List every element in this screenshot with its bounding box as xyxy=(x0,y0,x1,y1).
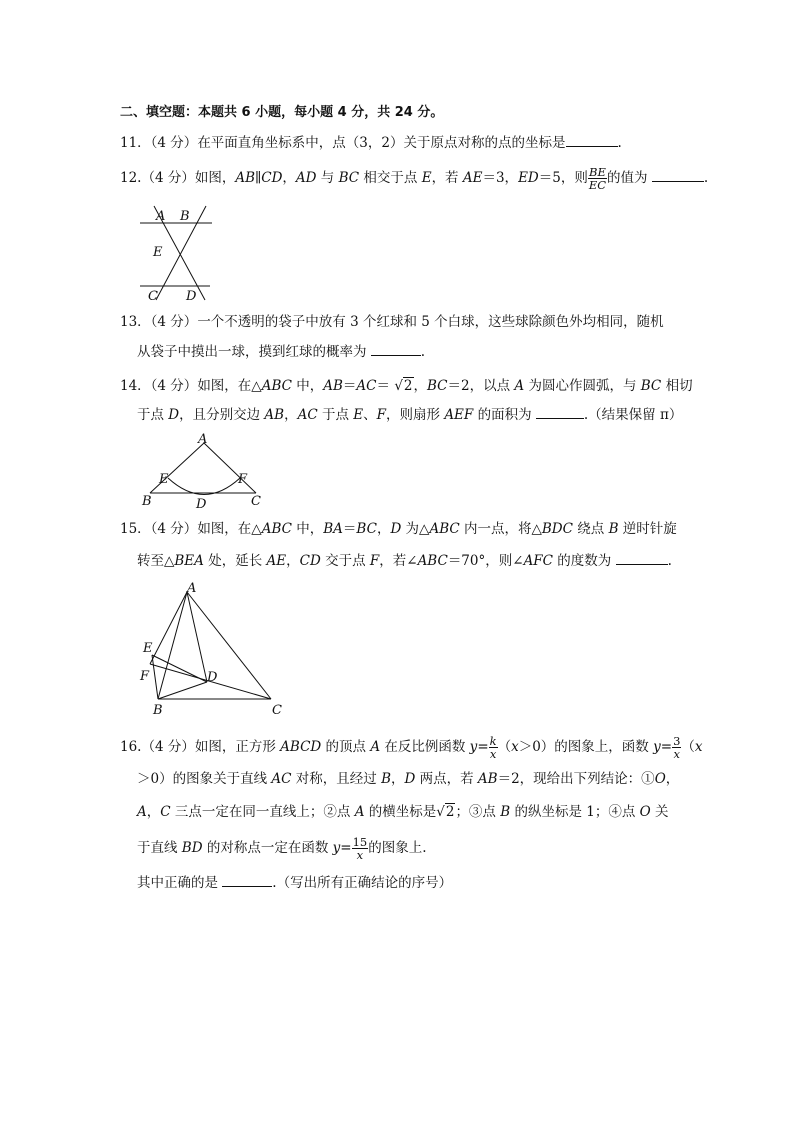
label-a: A xyxy=(187,581,197,596)
question-14-line2 xyxy=(137,405,682,424)
q15-math: ABC xyxy=(261,521,292,537)
section-heading: 二、填空题：本题共 6 小题，每小题 4 分，共 24 分。 xyxy=(120,105,444,120)
question-15-line2 xyxy=(137,551,672,570)
q15-math: CD xyxy=(299,553,321,569)
label-f: F xyxy=(238,472,248,487)
q15-text: ， xyxy=(286,553,300,569)
q16-text: 的顶点 xyxy=(321,739,371,755)
q15-math: BC xyxy=(356,521,377,537)
q16-text: ＝2，现给出下列结论：① xyxy=(497,771,655,787)
q12-math: AD xyxy=(295,170,317,186)
q14-math: AEF xyxy=(444,407,474,423)
q12-math: ED xyxy=(518,170,539,186)
side-ab xyxy=(158,592,187,699)
question-16-line5 xyxy=(137,873,452,892)
label-b: B xyxy=(142,494,152,509)
q16-math: O xyxy=(639,804,651,820)
q15-math: ABC xyxy=(429,521,460,537)
q14-math: AC xyxy=(297,407,318,423)
q12-number: 12.（4 分） xyxy=(120,170,195,186)
q16-text: 两点，若 xyxy=(415,771,478,787)
q16-fraction-k xyxy=(489,735,498,760)
label-d: D xyxy=(207,670,218,685)
q16-math: C xyxy=(160,804,171,820)
q16-fraction-denominator: x xyxy=(489,747,497,761)
q16-text: ；③点 xyxy=(455,804,501,820)
q15-math: D xyxy=(390,521,402,537)
q14-math: BC xyxy=(427,378,448,394)
q14-text: 中， xyxy=(291,378,324,394)
q13-answer-blank[interactable] xyxy=(371,342,421,356)
q14-text: 为圆心作圆弧，与 xyxy=(524,378,641,394)
q14-text: ，且分别交边 xyxy=(179,407,265,423)
q16-sqrt-radicand: 2 xyxy=(445,804,455,820)
q14-text: 于点 xyxy=(317,407,354,423)
q14-text: 的面积为 xyxy=(473,407,536,423)
q16-text: 对称，且经过 xyxy=(291,771,382,787)
label-d: D xyxy=(186,289,197,304)
q15-text: 为△ xyxy=(401,521,430,537)
label-e: E xyxy=(153,245,163,260)
q15-end: . xyxy=(667,553,672,569)
q14-math: A xyxy=(514,378,525,394)
q16-text: 的图象上. xyxy=(368,840,427,856)
q16-text: （ xyxy=(497,739,512,755)
q16-text: 关 xyxy=(650,804,669,820)
q16-text: （ xyxy=(681,739,695,755)
question-12 xyxy=(120,166,708,191)
q16-math: y xyxy=(332,840,341,856)
q16-text: 的对称点一定在函数 xyxy=(202,840,333,856)
label-e: E xyxy=(159,472,169,487)
q13-text-line2: 从袋子中摸出一球，摸到红球的概率为 xyxy=(137,344,371,360)
label-d: D xyxy=(196,497,207,512)
q16-math: AC xyxy=(271,771,292,787)
q14-sqrt: √2 xyxy=(394,378,413,394)
q16-math: O xyxy=(654,771,666,787)
q14-text: 如图，在△ xyxy=(197,378,262,394)
q12-math: E xyxy=(421,170,432,186)
q14-math: ABC xyxy=(261,378,292,394)
q11-text: 在平面直角坐标系中，点（3，2）关于原点对称的点的坐标是 xyxy=(197,135,566,151)
q16-math: A xyxy=(354,804,365,820)
question-16-line3 xyxy=(137,803,669,821)
q15-text: 逆时针旋 xyxy=(618,521,677,537)
q15-math: BA xyxy=(323,521,343,537)
q12-text: 相交于点 xyxy=(359,170,422,186)
q12-end: . xyxy=(703,170,709,186)
q16-text: = xyxy=(477,739,489,755)
arc-ef xyxy=(168,478,240,495)
q15-math: BDC xyxy=(541,521,573,537)
q14-figure xyxy=(138,433,268,513)
q14-text: 、 xyxy=(363,407,377,423)
question-14 xyxy=(120,377,693,395)
q15-text: 的度数为 xyxy=(553,553,616,569)
q12-text: ＝3， xyxy=(482,170,519,186)
q15-math: AE xyxy=(266,553,287,569)
q16-math: y xyxy=(469,739,478,755)
q14-text: ＝ xyxy=(376,378,395,394)
q12-text: ，若 xyxy=(431,170,463,186)
q16-sqrt: √2 xyxy=(436,804,455,820)
q15-text: ＝ xyxy=(342,521,357,537)
label-a: A xyxy=(198,432,208,447)
q14-text: ＝2，以点 xyxy=(447,378,515,394)
q12-fraction-numerator: BE xyxy=(589,165,606,179)
q11-answer-blank[interactable] xyxy=(566,133,618,147)
q16-math: D xyxy=(404,771,416,787)
q12-figure xyxy=(130,200,220,310)
q16-text: 三点一定在同一直线上；②点 xyxy=(170,804,355,820)
q16-math: x xyxy=(694,739,703,755)
q14-math: AB xyxy=(264,407,285,423)
q16-text: ， xyxy=(665,771,680,787)
q16-text: ＞0）的图象上，函数 xyxy=(518,739,654,755)
q12-fraction xyxy=(588,166,607,191)
label-b: B xyxy=(180,209,190,224)
q14-text: ， xyxy=(284,407,298,423)
q14-math: BC xyxy=(640,378,662,394)
q16-text: = xyxy=(660,739,673,755)
q16-fraction-numerator: k xyxy=(489,734,497,748)
q15-text: ＝70°，则∠ xyxy=(447,553,524,569)
q16-text: = xyxy=(340,840,352,856)
q14-answer-blank[interactable] xyxy=(536,405,584,419)
q15-math: AFC xyxy=(523,553,554,569)
q16-fraction-15 xyxy=(352,836,369,861)
q16-math: AB xyxy=(477,771,498,787)
label-a: A xyxy=(156,209,166,224)
question-13 xyxy=(120,313,664,331)
question-13-line2 xyxy=(137,342,425,361)
q13-number: 13．（4 分） xyxy=(120,314,198,330)
q16-fraction-numerator: 3 xyxy=(673,734,681,748)
q16-answer-blank[interactable] xyxy=(222,873,272,887)
q15-math: BEA xyxy=(174,553,204,569)
q14-text: ＝ xyxy=(342,378,357,394)
q12-answer-blank[interactable] xyxy=(652,168,704,182)
q15-number: 15．（4 分） xyxy=(120,521,198,537)
q16-text: 于直线 xyxy=(137,840,182,856)
q16-fraction-numerator: 15 xyxy=(352,835,368,849)
q16-math: B xyxy=(381,771,391,787)
q14-math: D xyxy=(168,407,180,423)
q12-math: AE xyxy=(462,170,483,186)
q16-text: 如图，正方形 xyxy=(194,739,281,755)
q14-math: AC xyxy=(356,378,377,394)
seg-ae-extended xyxy=(150,592,187,664)
q15-text: 内一点，将△ xyxy=(459,521,542,537)
q15-text: 中， xyxy=(291,521,324,537)
q15-math: F xyxy=(369,553,380,569)
q16-text: 的纵坐标是 1；④点 xyxy=(510,804,640,820)
seg-ed xyxy=(152,655,207,682)
q12-text: ＝5，则 xyxy=(538,170,588,186)
q16-math: x xyxy=(511,739,519,755)
q14-math: F xyxy=(376,407,387,423)
q12-math: AB∥CD xyxy=(235,170,283,186)
q15-text: ，若∠ xyxy=(379,553,418,569)
q12-math: BC xyxy=(338,170,360,186)
label-c: C xyxy=(272,703,282,718)
q15-text: 交于点 xyxy=(320,553,370,569)
q15-text: 转至△ xyxy=(137,553,175,569)
q16-math: A xyxy=(137,804,147,820)
q16-number: 16.（4 分） xyxy=(120,739,195,755)
label-b: B xyxy=(153,703,163,718)
q13-text-line1: 一个不透明的袋子中放有 3 个红球和 5 个白球，这些球除颜色外均相同，随机 xyxy=(197,314,664,330)
question-16 xyxy=(120,735,703,760)
q13-end: . xyxy=(420,344,426,360)
q16-text: ， xyxy=(391,771,405,787)
label-e: E xyxy=(143,641,153,656)
q14-text: 于点 xyxy=(137,407,169,423)
label-c: C xyxy=(251,494,261,509)
q14-math: E xyxy=(353,407,364,423)
q16-text: ， xyxy=(146,804,161,820)
q12-text: 与 xyxy=(316,170,339,186)
q15-math: ABC xyxy=(417,553,448,569)
seg-eb xyxy=(152,655,158,699)
q15-text: 处，延长 xyxy=(203,553,267,569)
q14-end: .（结果保留 π） xyxy=(583,407,683,423)
seg-bd xyxy=(158,682,207,699)
question-15 xyxy=(120,520,677,538)
q14-number: 14．（4 分） xyxy=(120,378,198,394)
q15-math: B xyxy=(608,521,619,537)
q14-sqrt-radicand: 2 xyxy=(403,378,413,394)
q16-math: BD xyxy=(181,840,203,856)
q16-math: y xyxy=(653,739,661,755)
q15-figure xyxy=(135,578,295,720)
q14-math: AB xyxy=(323,378,343,394)
q12-text: ， xyxy=(282,170,296,186)
q11-number: 11．（4 分） xyxy=(120,135,198,151)
q16-end: .（写出所有正确结论的序号） xyxy=(272,875,453,891)
question-16-line4 xyxy=(137,836,427,861)
q16-math: ABCD xyxy=(280,739,322,755)
q16-text: 其中正确的是 xyxy=(137,875,223,891)
q14-text: ， xyxy=(413,378,428,394)
q15-text: ， xyxy=(376,521,391,537)
q15-text: 如图，在△ xyxy=(197,521,262,537)
q16-fraction-3 xyxy=(672,735,681,760)
q16-text: ＞0）的图象关于直线 xyxy=(137,771,272,787)
q16-fraction-denominator: x xyxy=(673,747,680,761)
label-c: C xyxy=(148,289,158,304)
q16-math: B xyxy=(500,804,511,820)
q16-text: 在反比例函数 xyxy=(380,739,470,755)
q14-text: ，则扇形 xyxy=(386,407,445,423)
label-f: F xyxy=(140,669,150,684)
q16-text: 的横坐标是 xyxy=(364,804,437,820)
q11-end: . xyxy=(617,135,622,151)
q16-math: A xyxy=(370,739,381,755)
q15-text: 绕点 xyxy=(572,521,609,537)
question-11 xyxy=(120,133,622,152)
q15-answer-blank[interactable] xyxy=(616,551,668,565)
q12-fraction-denominator: EC xyxy=(588,178,607,192)
q12-text: 的值为 xyxy=(607,170,652,186)
question-16-line2 xyxy=(137,770,679,788)
q16-fraction-denominator: x xyxy=(356,848,364,862)
side-ac xyxy=(187,592,271,699)
q12-text: 如图， xyxy=(194,170,236,186)
q14-text: 相切 xyxy=(661,378,693,394)
